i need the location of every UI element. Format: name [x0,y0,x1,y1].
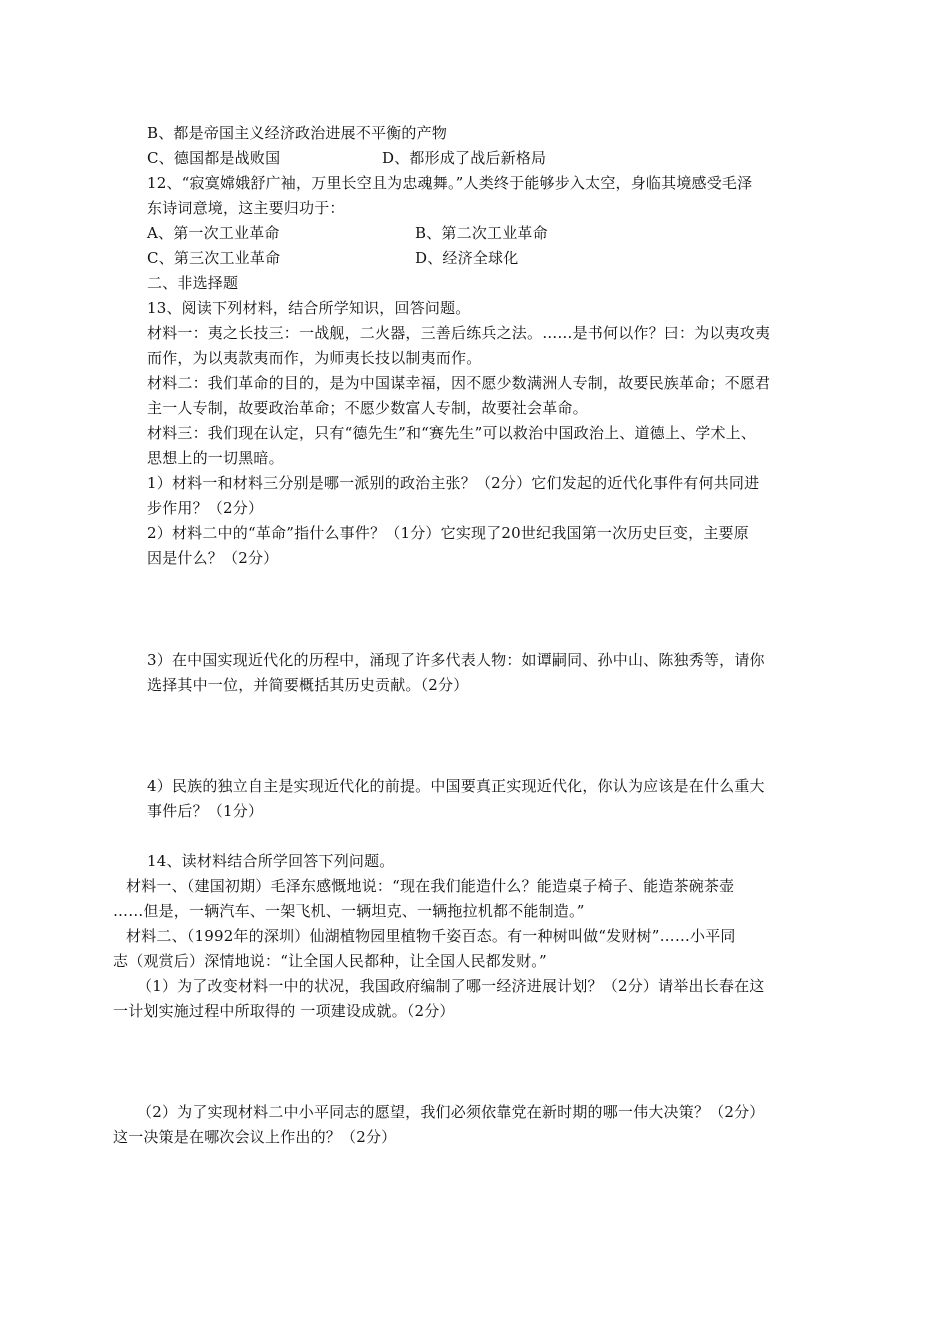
q13-sub4-line2: 事件后？（1分） [147,802,264,820]
q13-material3-line2: 思想上的一切黑暗。 [147,449,284,467]
q12-option-d: D、经济全球化 [415,249,519,267]
q11-option-d: D、都形成了战后新格局 [382,149,547,167]
q14-material1-line1: 材料一、（建国初期）毛泽东感慨地说：“现在我们能造什么？能造桌子椅子、能造茶碗茶壶 [126,877,735,895]
q13-stem: 13、阅读下列材料，结合所学知识，回答问题。 [147,299,471,317]
q13-material1-line1: 材料一：夷之长技三：一战舰，二火器，三善后练兵之法。……是书何以作？曰：为以夷攻夷 [147,324,771,342]
q13-material2-line2: 主一人专制，故要政治革命；不愿少数富人专制，故要社会革命。 [147,399,588,417]
q11-option-c: C、德国都是战败国 [147,149,281,167]
q11-option-b: B、都是帝国主义经济政治进展不平衡的产物 [147,124,448,142]
q14-sub1-line1: （1）为了改变材料一中的状况，我国政府编制了哪一经济进展计划？（2分）请举出长春在这 [137,977,765,995]
q12-stem-line1: 12、“寂寞嫦娥舒广袖，万里长空且为忠魂舞。”人类终于能够步入太空，身临其境感受毛泽 [147,174,753,192]
q13-sub4-line1: 4）民族的独立自主是实现近代化的前提。中国要真正实现近代化，你认为应该是在什么重大 [147,777,765,795]
q14-material1-line2: ……但是，一辆汽车、一架飞机、一辆坦克、一辆拖拉机都不能制造。” [113,902,585,920]
q12-option-a: A、第一次工业革命 [147,224,280,242]
q13-sub1-line1: 1）材料一和材料三分别是哪一派别的政治主张？（2分）它们发起的近代化事件有何共同进 [147,474,760,492]
q14-sub1-line2: 一计划实施过程中所取得的 一项建设成就。（2分） [113,1002,455,1020]
q14-stem: 14、读材料结合所学回答下列问题。 [147,852,395,870]
section-heading: 二、非选择题 [147,274,239,292]
q13-sub2-line1: 2）材料二中的“革命”指什么事件？（1分）它实现了20世纪我国第一次历史巨变，主要原 [147,524,749,542]
q14-material2-line2: 志（观赏后）深情地说：“让全国人民都种，让全国人民都发财。” [113,952,547,970]
q13-sub1-line2: 步作用？（2分） [147,499,264,517]
q14-material2-line1: 材料二、（1992年的深圳）仙湖植物园里植物千姿百态。有一种树叫做“发财树”……小平同 [126,927,736,945]
q13-material1-line2: 而作，为以夷款夷而作，为师夷长技以制夷而作。 [147,349,482,367]
q13-sub3-line2: 选择其中一位，并简要概括其历史贡献。（2分） [147,676,469,694]
q13-material3-line1: 材料三：我们现在认定，只有“德先生”和“赛先生”可以救治中国政治上、道德上、学术上、 [147,424,757,442]
q14-sub2-line1: （2）为了实现材料二中小平同志的愿望，我们必须依靠党在新时期的哪一伟大决策？（2分） [137,1103,765,1121]
q13-sub2-line2: 因是什么？（2分） [147,549,279,567]
q12-option-b: B、第二次工业革命 [415,224,548,242]
q13-sub3-line1: 3）在中国实现近代化的历程中，涌现了许多代表人物：如谭嗣同、孙中山、陈独秀等，请你 [147,651,765,669]
q12-stem-line2: 东诗词意境，这主要归功于： [147,199,345,217]
q12-option-c: C、第三次工业革命 [147,249,281,267]
q14-sub2-line2: 这一决策是在哪次会议上作出的？（2分） [113,1128,397,1146]
q13-material2-line1: 材料二：我们革命的目的，是为中国谋幸福，因不愿少数满洲人专制，故要民族革命；不愿君 [147,374,771,392]
